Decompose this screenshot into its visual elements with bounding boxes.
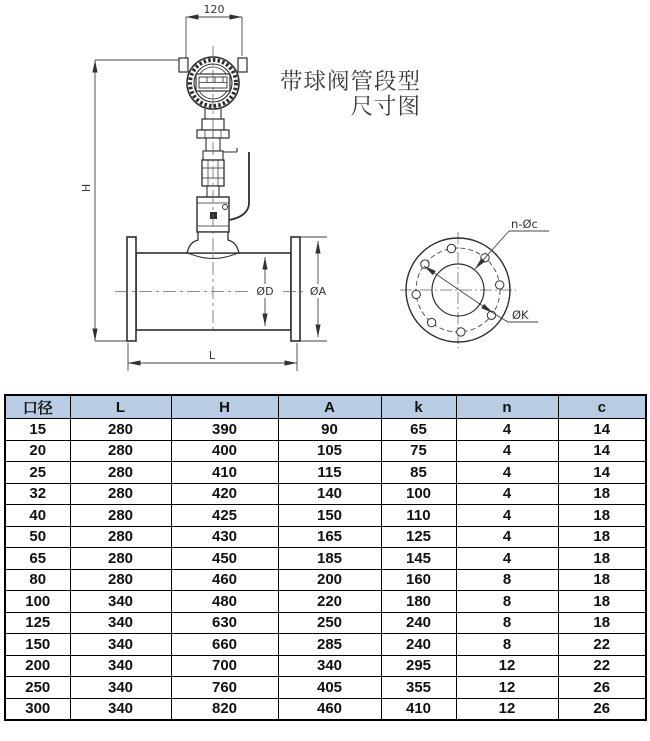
valve-stack — [187, 109, 249, 259]
table-cell: 145 — [381, 548, 456, 570]
table-cell: 12 — [456, 677, 558, 699]
table-cell: 150 — [5, 634, 70, 656]
table-cell: 180 — [381, 591, 456, 613]
table-cell: 280 — [70, 462, 171, 484]
table-cell: 8 — [456, 569, 558, 591]
table-cell: 280 — [70, 548, 171, 570]
table-row — [5, 483, 646, 505]
table-cell: 75 — [381, 440, 456, 462]
table-row — [5, 505, 646, 527]
table-row — [5, 698, 646, 720]
table-row — [5, 569, 646, 591]
table-cell: 4 — [456, 462, 558, 484]
table-cell: 480 — [171, 591, 278, 613]
table-cell: 420 — [171, 483, 278, 505]
dimension-table — [4, 394, 647, 721]
table-cell: 280 — [70, 483, 171, 505]
table-cell: 340 — [70, 634, 171, 656]
table-cell: 80 — [5, 569, 70, 591]
table-cell: 65 — [381, 419, 456, 441]
table-cell: 410 — [381, 698, 456, 720]
table-cell: 200 — [5, 655, 70, 677]
flange-face-view — [400, 231, 549, 348]
table-cell: 18 — [558, 569, 646, 591]
table-cell: 4 — [456, 440, 558, 462]
column-header-H: H — [171, 395, 278, 419]
table-cell: 18 — [558, 505, 646, 527]
right-flange — [291, 237, 300, 341]
table-cell: 400 — [171, 440, 278, 462]
table-row — [5, 612, 646, 634]
table-cell: 12 — [456, 655, 558, 677]
table-cell: 820 — [171, 698, 278, 720]
table-row — [5, 634, 646, 656]
bolt-circle-label: ØK — [512, 308, 529, 322]
table-cell: 18 — [558, 612, 646, 634]
table-row — [5, 677, 646, 699]
table-cell: 90 — [278, 419, 381, 441]
table-cell: 18 — [558, 548, 646, 570]
table-cell: 450 — [171, 548, 278, 570]
table-cell: 280 — [70, 440, 171, 462]
table-cell: 340 — [70, 677, 171, 699]
column-header-c: c — [558, 395, 646, 419]
table-cell: 4 — [456, 419, 558, 441]
table-cell: 14 — [558, 419, 646, 441]
table-cell: 14 — [558, 462, 646, 484]
table-cell: 125 — [381, 526, 456, 548]
bolt-hole — [496, 281, 504, 289]
table-cell: 340 — [70, 591, 171, 613]
left-mount-tab — [179, 58, 188, 72]
table-cell: 340 — [70, 655, 171, 677]
table-cell: 250 — [278, 612, 381, 634]
table-cell: 12 — [456, 698, 558, 720]
bolt-hole — [447, 244, 455, 252]
table-cell: 4 — [456, 483, 558, 505]
table-cell: 240 — [381, 612, 456, 634]
column-header-L: L — [70, 395, 171, 419]
table-row — [5, 655, 646, 677]
table-cell: 280 — [70, 419, 171, 441]
table-row — [5, 440, 646, 462]
table-cell: 425 — [171, 505, 278, 527]
table-cell: 280 — [70, 526, 171, 548]
dim-120 — [186, 17, 242, 58]
table-cell: 150 — [278, 505, 381, 527]
table-row — [5, 419, 646, 441]
table-row — [5, 591, 646, 613]
bolt-hole — [427, 318, 435, 326]
table-cell: 340 — [70, 612, 171, 634]
bolt-hole — [412, 290, 420, 298]
table-cell: 115 — [278, 462, 381, 484]
table-cell: 220 — [278, 591, 381, 613]
table-cell: 285 — [278, 634, 381, 656]
table-cell: 4 — [456, 548, 558, 570]
table-cell: 100 — [381, 483, 456, 505]
table-cell: 250 — [5, 677, 70, 699]
table-cell: 240 — [381, 634, 456, 656]
table-cell: 65 — [5, 548, 70, 570]
table-cell: 25 — [5, 462, 70, 484]
table-cell: 18 — [558, 526, 646, 548]
table-cell: 760 — [171, 677, 278, 699]
table-cell: 280 — [70, 569, 171, 591]
table-cell: 340 — [278, 655, 381, 677]
table-cell: 8 — [456, 634, 558, 656]
column-header-dn: 口径 — [5, 395, 70, 419]
table-cell: 26 — [558, 698, 646, 720]
leader-bolt-holes — [475, 231, 549, 269]
bolt-holes-label: n-Øc — [511, 217, 538, 231]
drawing-title-line1: 带球阀管段型 — [279, 69, 421, 95]
table-cell: 460 — [171, 569, 278, 591]
table-row — [5, 526, 646, 548]
table-cell: 125 — [5, 612, 70, 634]
table-cell: 18 — [558, 483, 646, 505]
table-cell: 32 — [5, 483, 70, 505]
table-cell: 20 — [5, 440, 70, 462]
table-cell: 165 — [278, 526, 381, 548]
table-cell: 185 — [278, 548, 381, 570]
table-cell: 460 — [278, 698, 381, 720]
dim-bore-label: ØD — [256, 285, 274, 298]
table-cell: 280 — [70, 505, 171, 527]
table-cell: 22 — [558, 655, 646, 677]
table-cell: 410 — [171, 462, 278, 484]
table-cell: 18 — [558, 591, 646, 613]
table-cell: 14 — [558, 440, 646, 462]
table-cell: 300 — [5, 698, 70, 720]
table-cell: 8 — [456, 612, 558, 634]
table-row — [5, 462, 646, 484]
dim-120-label: 120 — [203, 3, 225, 16]
table-cell: 50 — [5, 526, 70, 548]
bolt-hole — [457, 328, 465, 336]
table-cell: 405 — [278, 677, 381, 699]
table-cell: 85 — [381, 462, 456, 484]
table-cell: 15 — [5, 419, 70, 441]
table-cell: 4 — [456, 526, 558, 548]
right-mount-tab — [238, 58, 247, 72]
table-cell: 100 — [5, 591, 70, 613]
table-cell: 355 — [381, 677, 456, 699]
table-cell: 160 — [381, 569, 456, 591]
column-header-k: k — [381, 395, 456, 419]
table-cell: 22 — [558, 634, 646, 656]
table-cell: 4 — [456, 505, 558, 527]
table-cell: 8 — [456, 591, 558, 613]
table-cell: 630 — [171, 612, 278, 634]
table-cell: 140 — [278, 483, 381, 505]
table-cell: 110 — [381, 505, 456, 527]
column-header-A: A — [278, 395, 381, 419]
left-flange — [127, 237, 136, 341]
dim-length-label: L — [208, 349, 216, 362]
table-cell: 340 — [70, 698, 171, 720]
table-header-row — [5, 395, 646, 419]
column-header-n: n — [456, 395, 558, 419]
table-cell: 200 — [278, 569, 381, 591]
table-cell: 40 — [5, 505, 70, 527]
table-cell: 295 — [381, 655, 456, 677]
table-row — [5, 548, 646, 570]
table-cell: 105 — [278, 440, 381, 462]
table-cell: 390 — [171, 419, 278, 441]
valve-handle — [229, 152, 249, 220]
drawing-title-line2: 尺寸图 — [350, 94, 421, 120]
dim-flange-od-label: ØA — [309, 285, 327, 298]
table-cell: 26 — [558, 677, 646, 699]
table-cell: 700 — [171, 655, 278, 677]
dim-H-label: H — [80, 183, 93, 193]
table-cell: 660 — [171, 634, 278, 656]
table-cell: 430 — [171, 526, 278, 548]
